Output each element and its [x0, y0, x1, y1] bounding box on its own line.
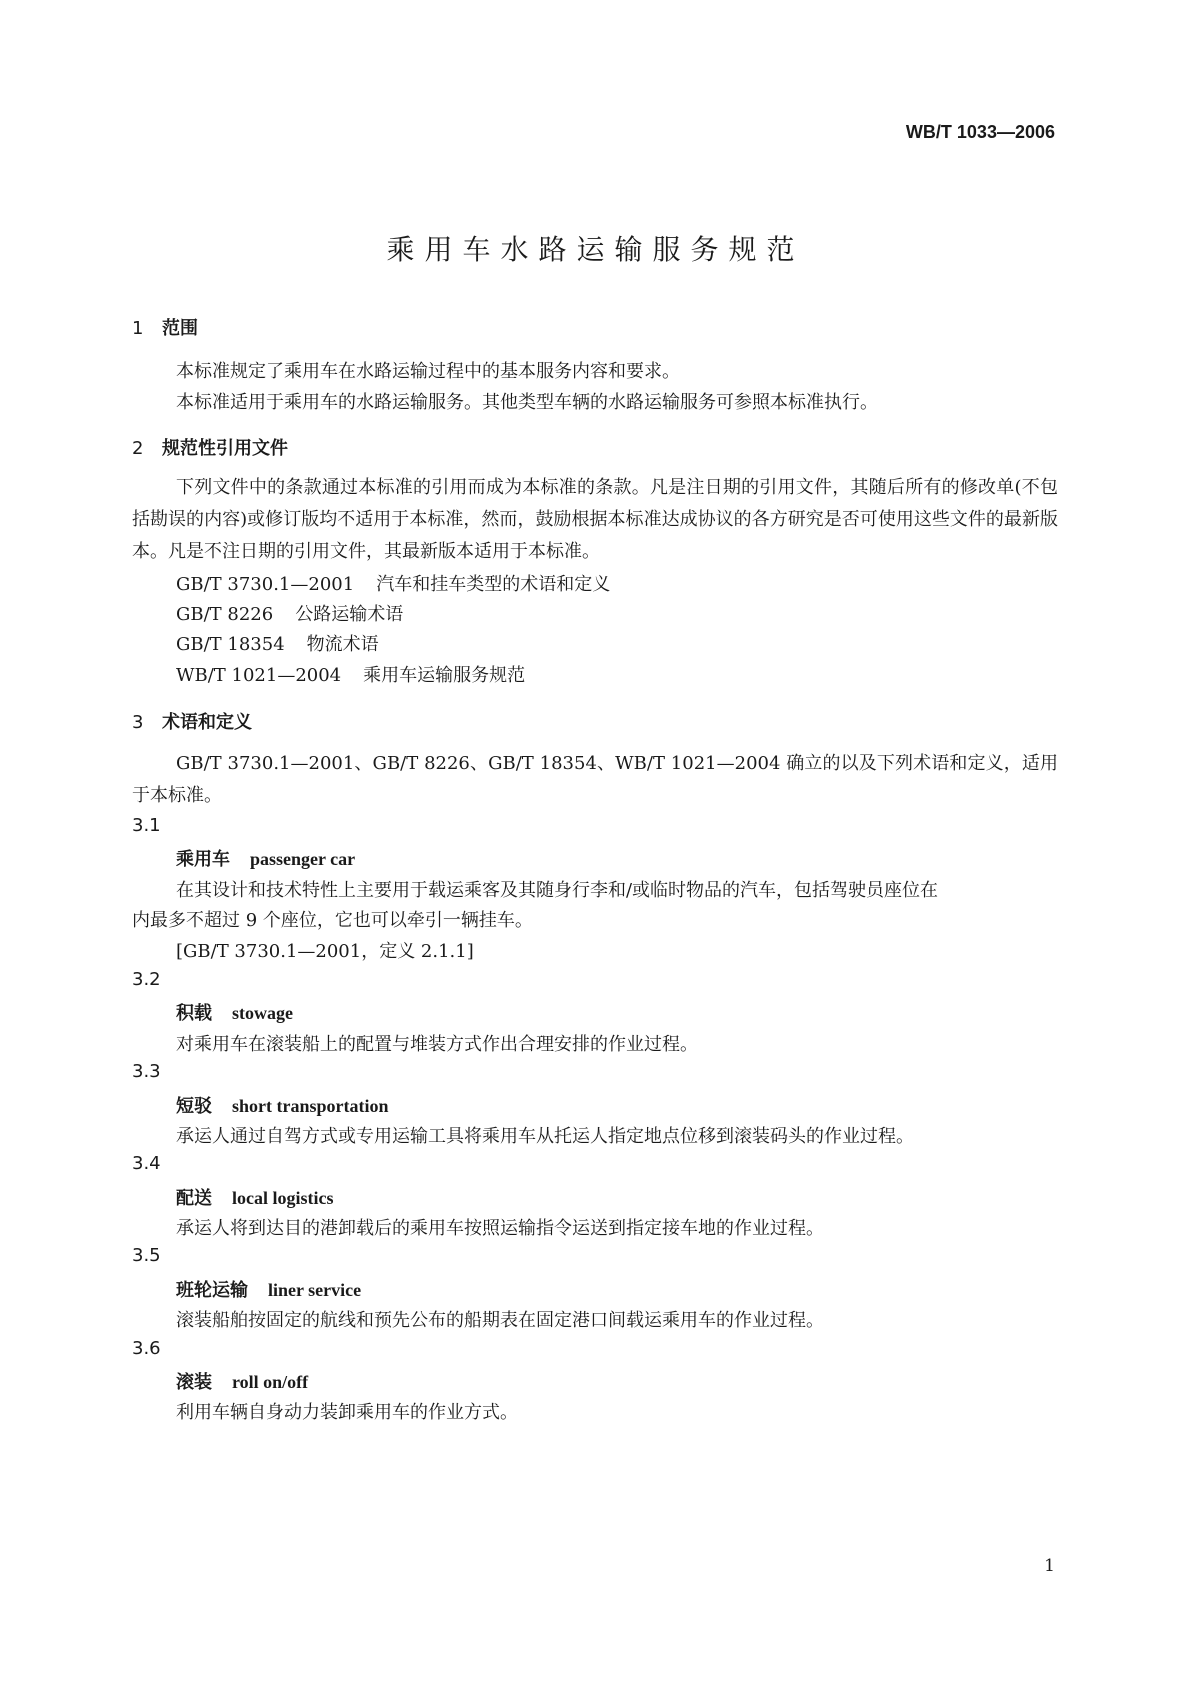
reference-title: 汽车和挂车类型的术语和定义 — [376, 574, 611, 595]
normative-references-intro: 下列文件中的条款通过本标准的引用而成为本标准的条款。凡是注日期的引用文件，其随后所有的修改单(不包括勘误的内容)或修订版均不适用于本标准，然而，鼓励根据本标准达成协议的各方研究是否可使用这些文件的最新版本。凡是不注日期的引用文件，其最新版本适用于本标准。 — [132, 477, 1058, 562]
reference-title: 公路运输术语 — [295, 604, 404, 625]
term-definition: 承运人通过自驾方式或专用运输工具将乘用车从托运人指定地点位移到滚装码头的作业过程。 — [176, 1126, 914, 1147]
section-number: 2 — [132, 438, 144, 459]
paragraph: 本标准规定了乘用车在水路运输过程中的基本服务内容和要求。 — [176, 361, 680, 382]
term-number: 3.1 — [132, 815, 161, 836]
term-number: 3.4 — [132, 1153, 161, 1174]
section-3-heading — [132, 708, 252, 734]
term-source: [GB/T 3730.1—2001，定义 2.1.1] — [176, 941, 474, 962]
section-number: 3 — [132, 712, 144, 733]
term-definition: 在其设计和技术特性上主要用于载运乘客及其随身行李和/或临时物品的汽车，包括驾驶员座位在 — [176, 880, 939, 901]
term-entry — [176, 1092, 389, 1118]
term-definition: 内最多不超过 9 个座位，它也可以牵引一辆挂车。 — [132, 910, 533, 931]
reference-code: GB/T 3730.1—2001 — [176, 574, 355, 595]
term-zh: 配送 — [176, 1188, 212, 1209]
page-number: 1 — [1044, 1556, 1055, 1576]
term-en: liner service — [268, 1280, 362, 1300]
term-number: 3.5 — [132, 1245, 161, 1266]
section-title: 范围 — [162, 318, 198, 339]
section-number: 1 — [132, 318, 144, 339]
term-entry — [176, 1184, 334, 1210]
section-title: 术语和定义 — [162, 712, 252, 733]
term-en: local logistics — [232, 1188, 334, 1208]
standard-number: WB/T 1033—2006 — [905, 122, 1055, 142]
section-2-heading — [132, 434, 288, 460]
reference-code: WB/T 1021—2004 — [176, 665, 342, 686]
term-zh: 滚装 — [176, 1372, 212, 1393]
reference-item — [176, 600, 403, 626]
reference-title: 乘用车运输服务规范 — [363, 665, 526, 686]
term-entry — [176, 845, 355, 871]
term-zh: 乘用车 — [176, 849, 230, 870]
term-number: 3.2 — [132, 969, 161, 990]
term-entry — [176, 999, 293, 1025]
term-en: short transportation — [232, 1096, 389, 1116]
term-zh: 积载 — [176, 1003, 212, 1024]
term-zh: 短驳 — [176, 1096, 212, 1117]
reference-code: GB/T 8226 — [176, 604, 274, 625]
term-entry — [176, 1368, 308, 1394]
term-number: 3.6 — [132, 1338, 161, 1359]
term-number: 3.3 — [132, 1061, 161, 1082]
reference-item — [176, 570, 610, 596]
term-en: roll on/off — [232, 1372, 309, 1392]
paragraph: 本标准适用于乘用车的水路运输服务。其他类型车辆的水路运输服务可参照本标准执行。 — [176, 392, 878, 413]
section-title: 规范性引用文件 — [162, 438, 288, 459]
terms-intro: GB/T 3730.1—2001、GB/T 8226、GB/T 18354、WB/T 1021—2004 确立的以及下列术语和定义，适用于本标准。 — [132, 753, 1058, 806]
term-definition: 利用车辆自身动力装卸乘用车的作业方式。 — [176, 1402, 518, 1423]
term-en: stowage — [232, 1003, 293, 1023]
term-definition: 对乘用车在滚装船上的配置与堆装方式作出合理安排的作业过程。 — [176, 1034, 698, 1055]
term-definition: 滚装船舶按固定的航线和预先公布的船期表在固定港口间载运乘用车的作业过程。 — [176, 1310, 824, 1331]
term-zh: 班轮运输 — [176, 1280, 248, 1301]
section-1-heading — [132, 314, 198, 340]
reference-item — [176, 661, 525, 687]
term-en: passenger car — [250, 849, 356, 869]
reference-item — [176, 630, 379, 656]
reference-code: GB/T 18354 — [176, 634, 285, 655]
term-entry — [176, 1276, 361, 1302]
term-definition: 承运人将到达目的港卸载后的乘用车按照运输指令运送到指定接车地的作业过程。 — [176, 1218, 824, 1239]
reference-title: 物流术语 — [306, 634, 379, 655]
document-title: 乘用车水路运输服务规范 — [386, 233, 805, 266]
